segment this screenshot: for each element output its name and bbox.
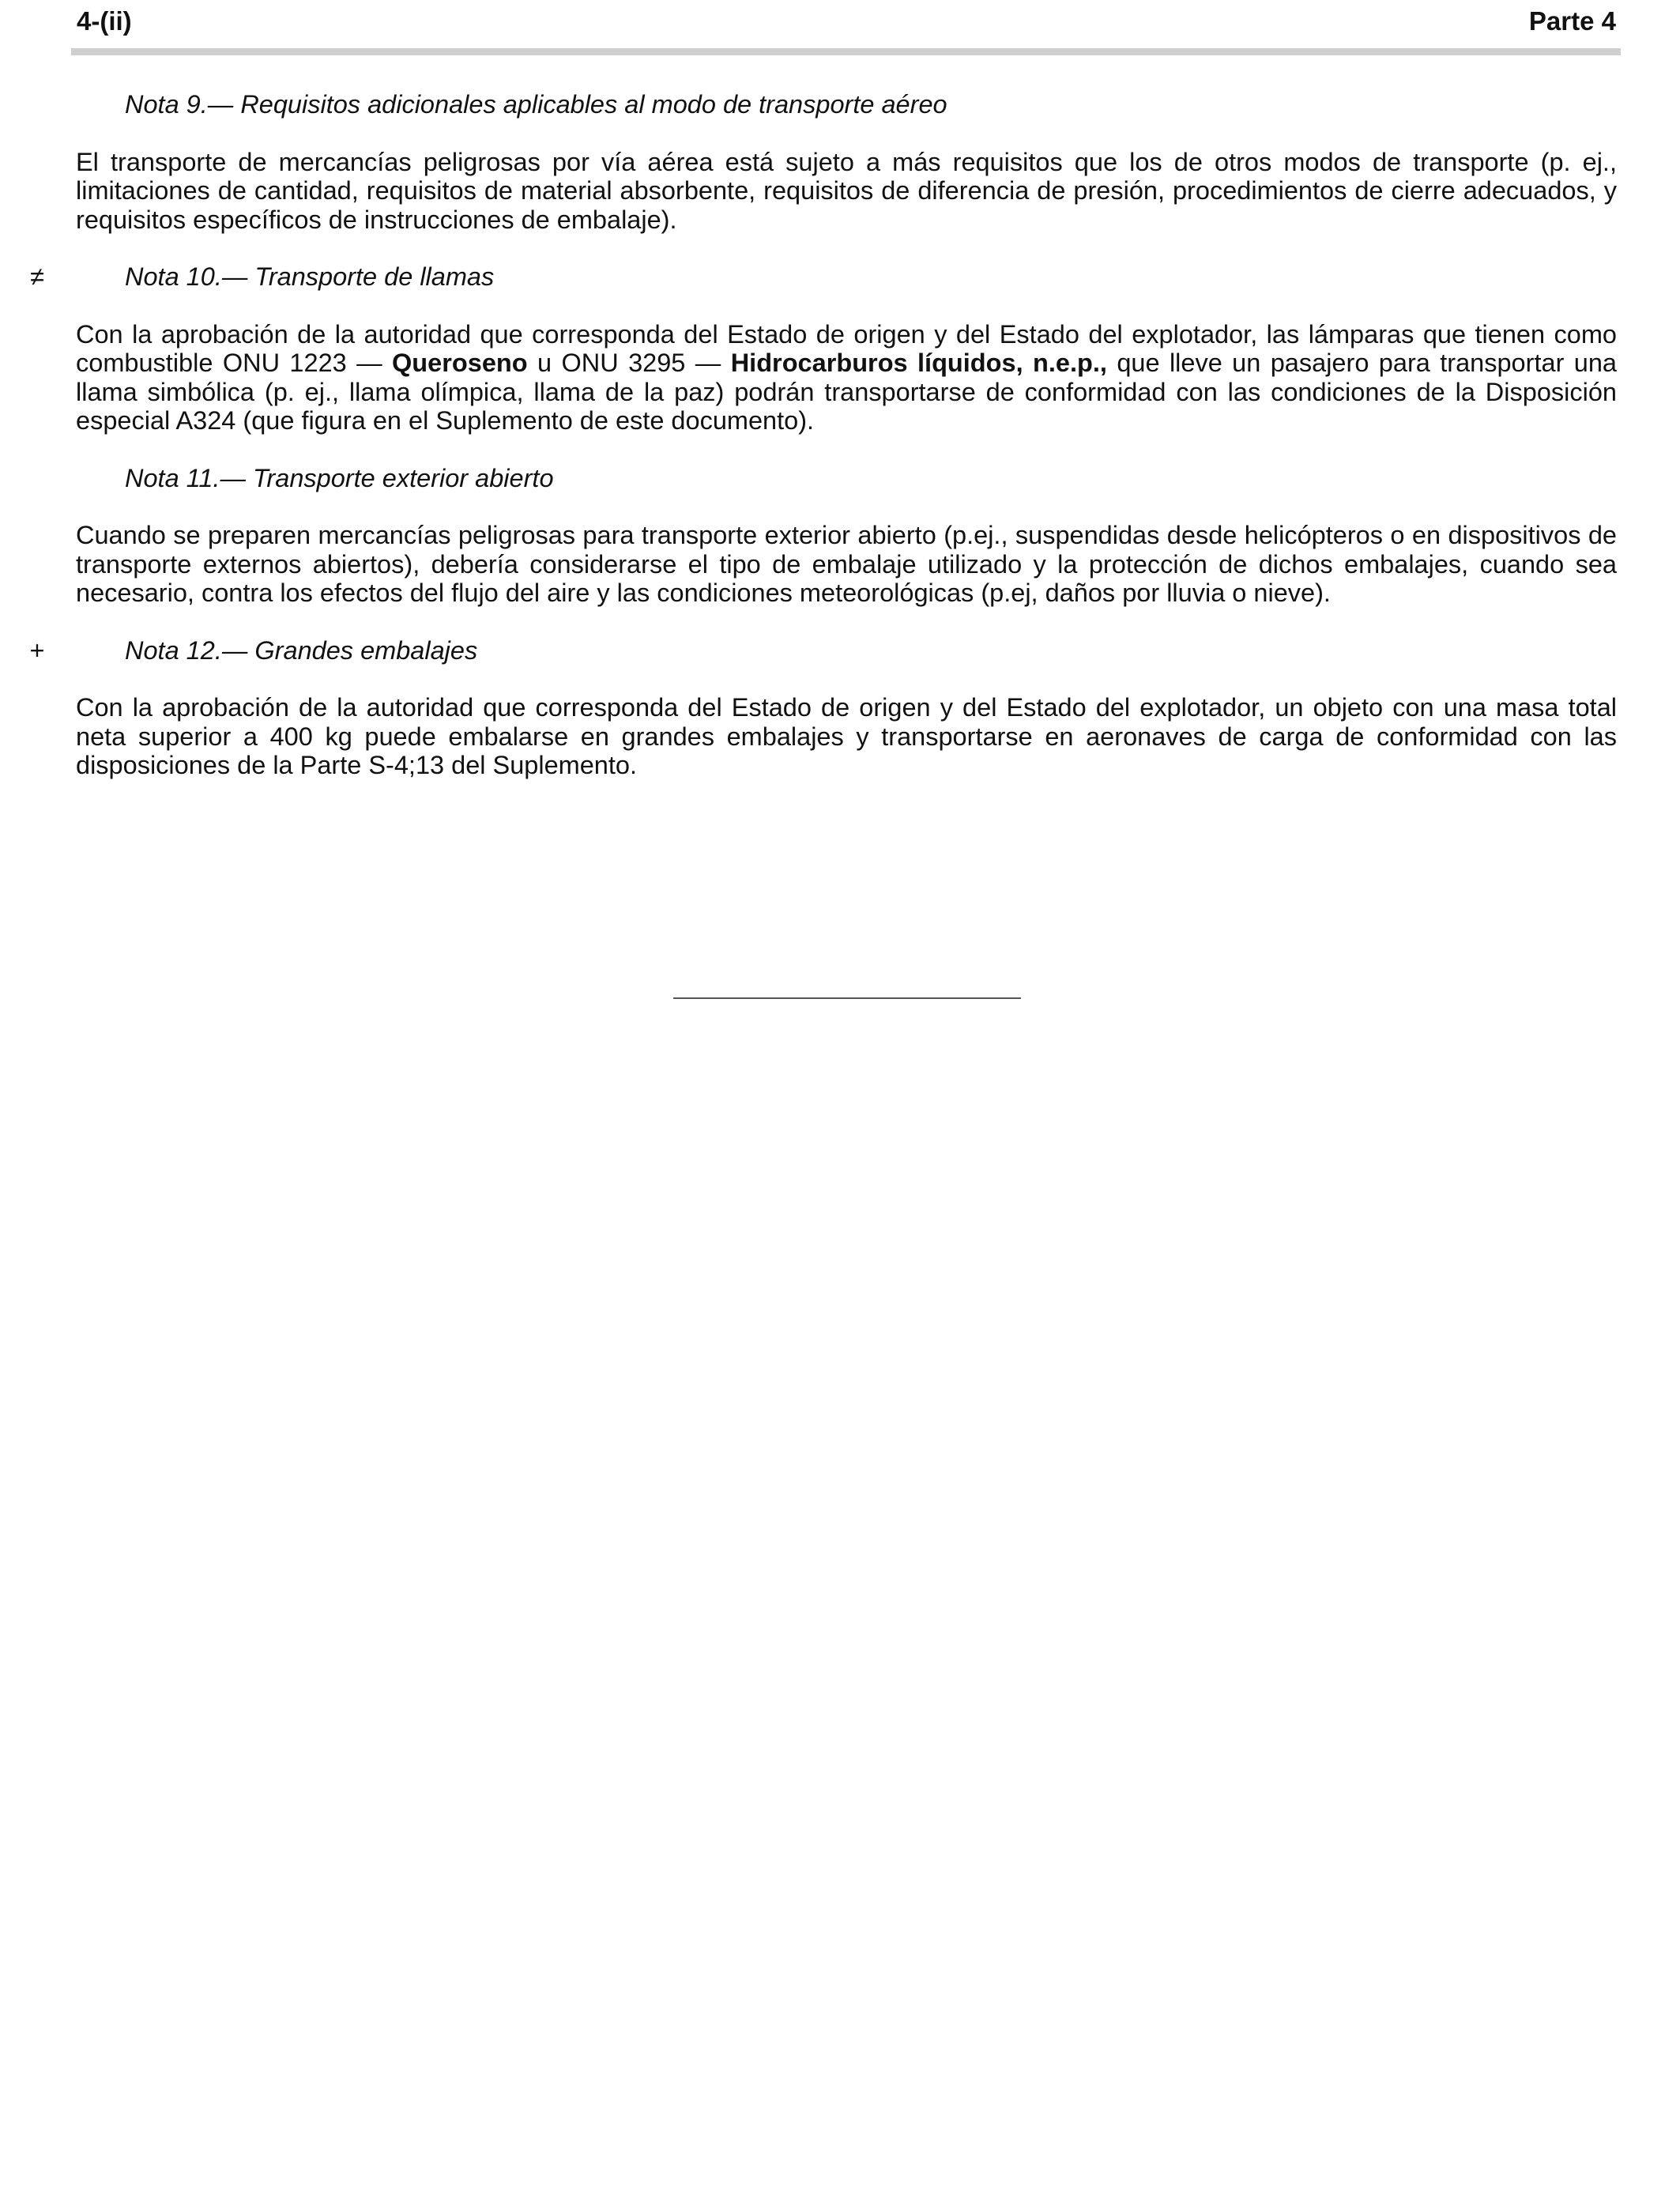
note-12-heading xyxy=(29,635,1617,665)
note-10-paragraph xyxy=(76,320,1617,435)
note-10-text-2: u ONU 3295 — xyxy=(527,349,731,377)
revision-mark-not-equal: ≠ xyxy=(30,262,44,291)
note-12-title: Nota 12.— Grandes embalajes xyxy=(125,635,478,665)
note-11-heading xyxy=(76,464,1617,493)
page-number: 4-(ii) xyxy=(77,6,132,36)
document-body xyxy=(29,90,1618,809)
page-header xyxy=(75,5,1616,38)
note-9-heading xyxy=(76,90,1617,119)
note-11-paragraph: Cuando se preparen mercancías peligrosas para transporte exterior abierto (p.ej., suspendidas desde helicópteros o en dispositivos de transporte externos abiertos), debería considerarse el tipo de embalaje utilizado y la protección de dichos embalajes, cuando sea necesario, contra los efectos del flujo del aire y las condiciones meteorológicas (p.ej, daños por lluvia o nieve). xyxy=(76,521,1617,607)
note-10-bold-queroseno: Queroseno xyxy=(392,349,528,377)
note-10-bold-hidrocarburos: Hidrocarburos líquidos, n.e.p., xyxy=(730,349,1107,377)
note-9-title: Nota 9.— Requisitos adicionales aplicables al modo de transporte aéreo xyxy=(125,90,947,119)
note-11-title: Nota 11.— Transporte exterior abierto xyxy=(125,463,554,492)
part-label: Parte 4 xyxy=(1528,6,1616,36)
revision-mark-plus: + xyxy=(29,635,45,665)
end-of-section-rule xyxy=(673,997,1021,999)
note-10-text-3: que lleve un pasajero para transportar una llama simbólica (p. ej., llama olímpica, llama de la paz) podrán transportarse de conformidad con las condiciones de la Disposición especial A324 (que figura en el Suplemento de este documento). xyxy=(76,349,1618,435)
note-10-heading xyxy=(30,262,1617,292)
note-9-paragraph: El transporte de mercancías peligrosas por vía aérea está sujeto a más requisitos que los de otros modos de transporte (p. ej., limitaciones de cantidad, requisitos de material absorbente, requisitos de diferencia de presión, procedimientos de cierre adecuados, y requisitos específicos de instrucciones de embalaje). xyxy=(76,147,1617,234)
note-10-title: Nota 10.— Transporte de llamas xyxy=(125,262,495,291)
note-12-paragraph: Con la aprobación de la autoridad que corresponda del Estado de origen y del Estado del explotador, un objeto con una masa total neta superior a 400 kg puede embalarse en grandes embalajes y transportarse en aeronaves de carga de conformidad con las disposiciones de la Parte S-4;13 del Suplemento. xyxy=(76,693,1617,779)
header-divider xyxy=(71,48,1621,55)
note-10-text-1: Con la aprobación de la autoridad que corresponda del Estado de origen y del Estado del explotador, las lámparas que tienen como combustible ONU 1223 — xyxy=(76,319,1617,377)
